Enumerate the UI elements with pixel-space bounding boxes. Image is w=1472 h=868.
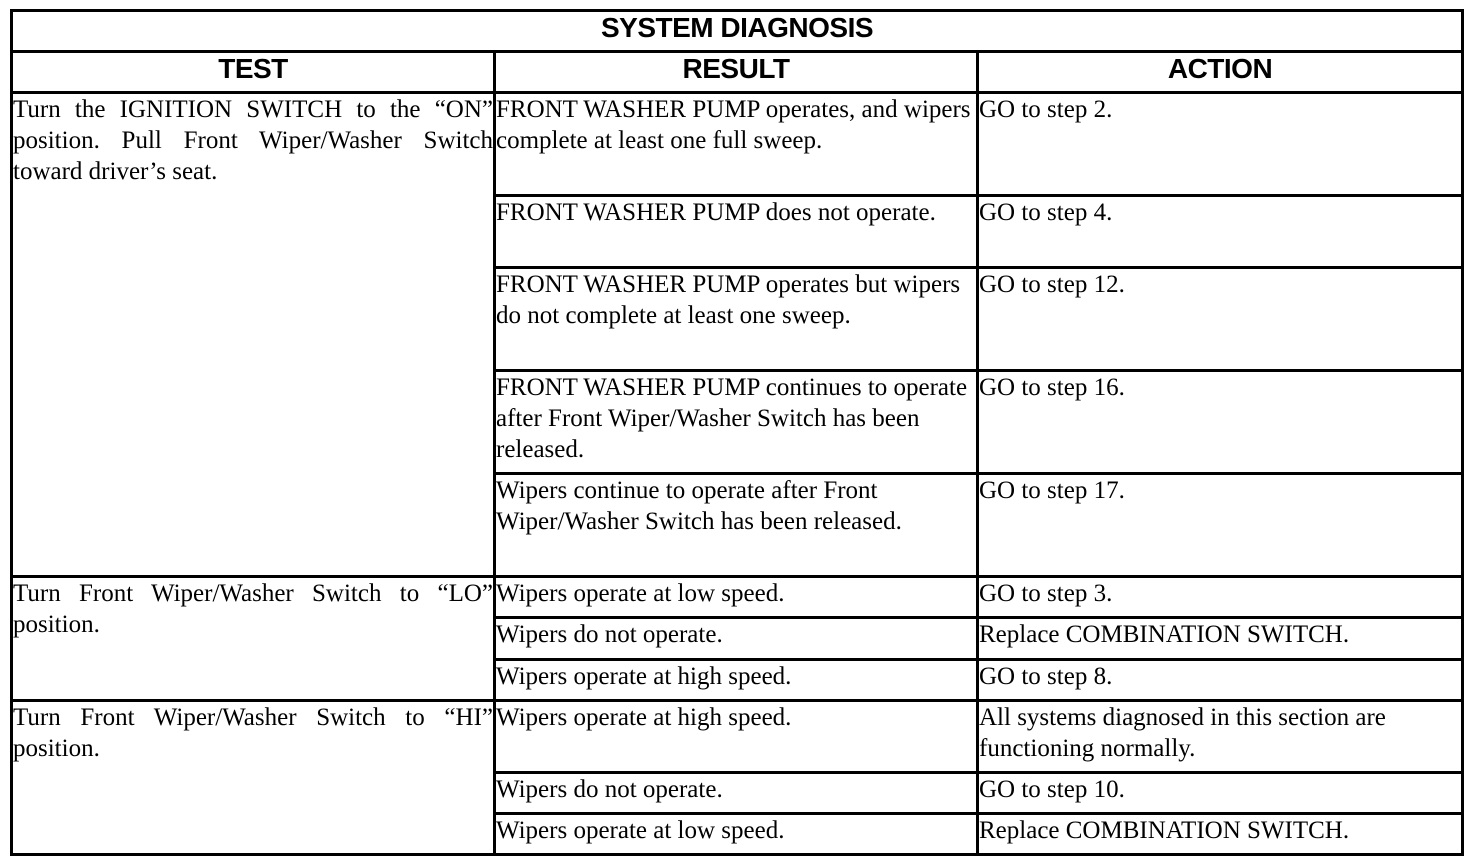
action-cell: GO to step 17. [978,474,1463,577]
step-number [0,578,13,609]
test-text: Turn Front Wiper/Washer Switch to “LO” position. [13,580,493,638]
test-text: Turn the IGNITION SWITCH to the “ON” position. Pull Front Wiper/Washer Switch toward driver’s seat. [13,96,493,185]
action-cell: GO to step 16. [978,371,1463,474]
test-text: Turn Front Wiper/Washer Switch to “HI” position. [13,704,493,762]
test-cell-step-2 [12,577,495,701]
table-title: SYSTEM DIAGNOSIS [12,11,1463,52]
result-cell: Wipers operate at high speed. [495,660,978,701]
action-cell: GO to step 10. [978,773,1463,814]
column-header-result: RESULT [495,52,978,93]
action-cell: GO to step 12. [978,268,1463,371]
table-row [12,577,1463,618]
action-cell: GO to step 2. [978,93,1463,196]
action-cell: All systems diagnosed in this section are functioning normally. [978,701,1463,773]
result-cell: Wipers operate at low speed. [495,814,978,855]
title-row [12,11,1463,52]
action-cell: Replace COMBINATION SWITCH. [978,618,1463,660]
result-cell: FRONT WASHER PUMP operates but wipers do not complete at least one sweep. [495,268,978,371]
action-cell: Replace COMBINATION SWITCH. [978,814,1463,855]
column-header-test: TEST [12,52,495,93]
test-cell-step-3 [12,701,495,855]
header-row [12,52,1463,93]
table-row [12,701,1463,773]
step-number [0,702,13,733]
test-cell-step-1 [12,93,495,577]
result-cell: Wipers do not operate. [495,618,978,660]
result-cell: Wipers operate at high speed. [495,701,978,773]
result-cell: Wipers do not operate. [495,773,978,814]
result-cell: FRONT WASHER PUMP operates, and wipers complete at least one full sweep. [495,93,978,196]
result-cell: Wipers continue to operate after Front Wiper/Washer Switch has been released. [495,474,978,577]
result-cell: Wipers operate at low speed. [495,577,978,618]
step-number [0,94,13,125]
action-cell: GO to step 4. [978,196,1463,268]
table-row [12,93,1463,196]
result-cell: FRONT WASHER PUMP continues to operate after Front Wiper/Washer Switch has been released. [495,371,978,474]
system-diagnosis-table [10,9,1464,856]
action-cell: GO to step 3. [978,577,1463,618]
column-header-action: ACTION [978,52,1463,93]
action-cell: GO to step 8. [978,660,1463,701]
result-cell: FRONT WASHER PUMP does not operate. [495,196,978,268]
